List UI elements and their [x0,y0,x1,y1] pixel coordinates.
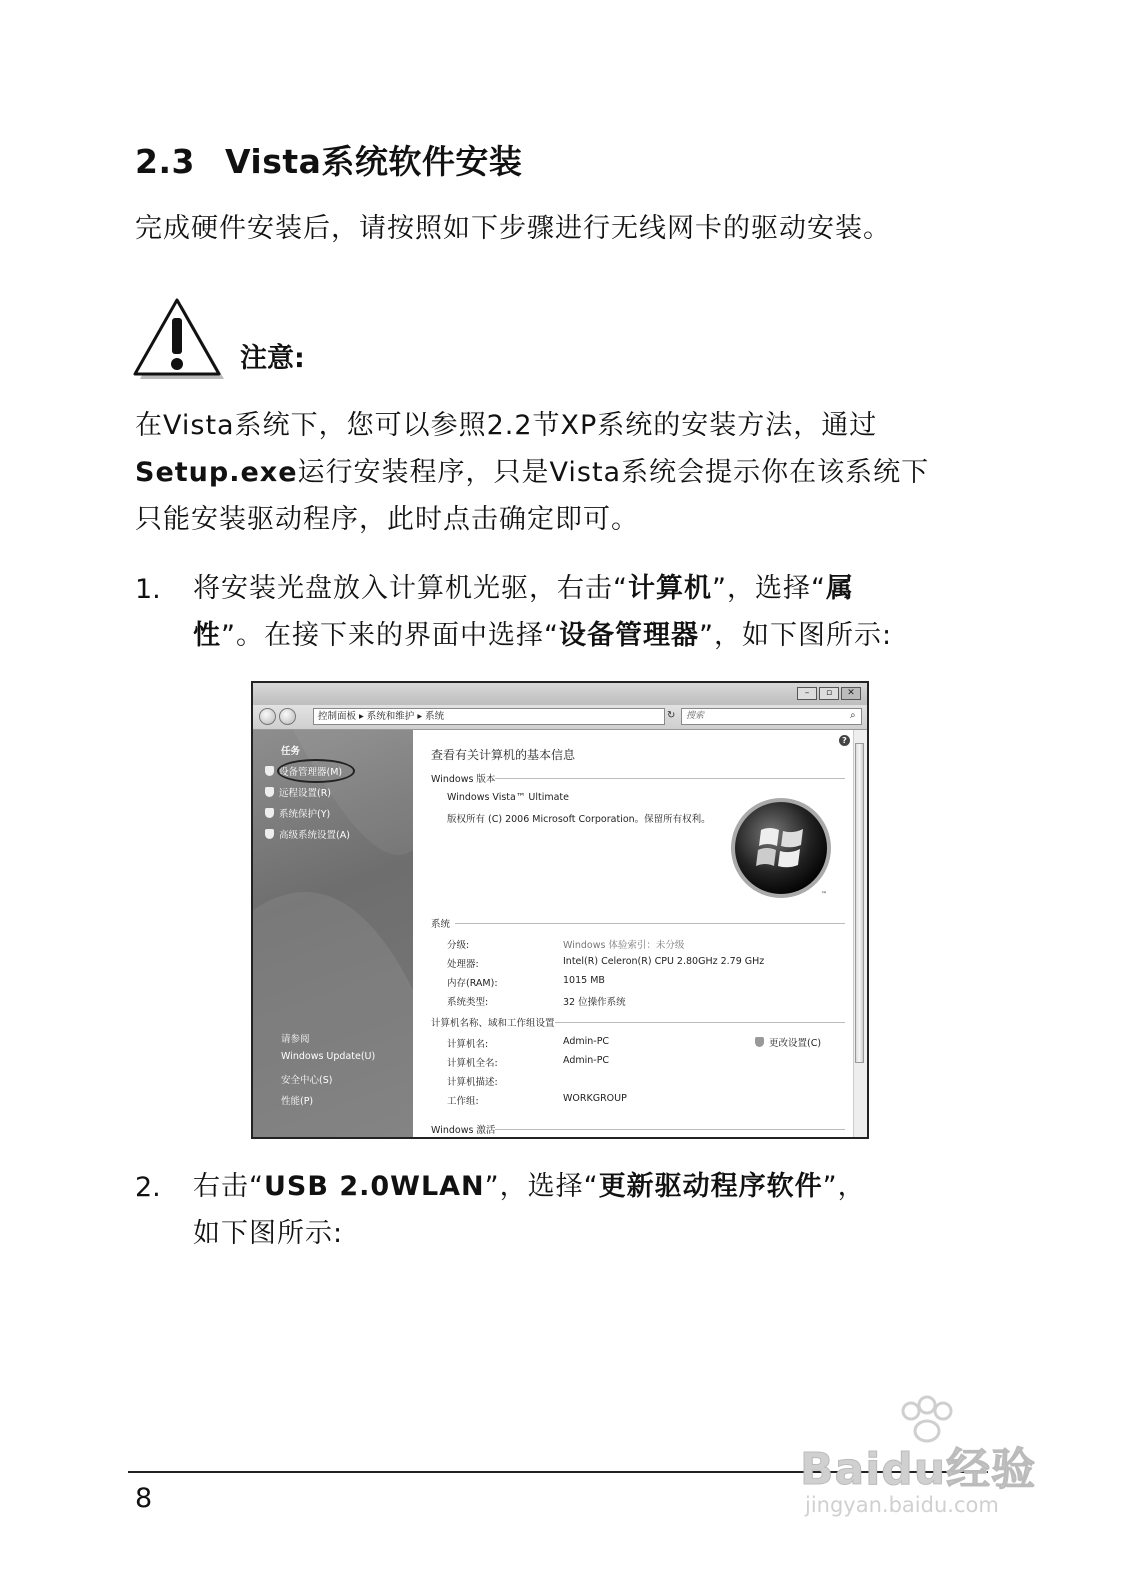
address-bar[interactable]: 控制面板 ▸ 系统和维护 ▸ 系统 [313,708,665,725]
setup-exe-text: Setup.exe [135,457,298,488]
close-button[interactable]: ✕ [841,687,861,700]
processor-value: Intel(R) Celeron(R) CPU 2.80GHz 2.79 GHz [563,956,765,967]
scrollbar-thumb[interactable] [855,743,864,1063]
sidebar-item-advanced[interactable]: 高级系统设置(A) [265,827,350,841]
note-label: 注意: [240,343,305,374]
step-2-number: 2. [135,1172,161,1203]
warning-icon [133,296,225,380]
section-title: Vista系统软件安装 [224,142,523,181]
see-also-header: 请参阅 [281,1034,310,1045]
shield-icon [265,766,274,776]
memory-label: 内存(RAM): [447,978,498,989]
edition-value: Windows Vista™ Ultimate [447,792,569,803]
tasks-header: 任务 [281,746,301,757]
system-type-label: 系统类型: [447,997,489,1008]
note-line-2: Setup.exe运行安装程序，只是Vista系统会提示你在该系统下 [135,457,930,488]
highlight-ellipse [277,759,355,783]
baidu-watermark [795,1395,1055,1530]
step-1-line-2: 性”。在接下来的界面中选择“设备管理器”，如下图所示: [193,620,893,651]
vista-system-window-screenshot [251,681,869,1139]
full-name-label: 计算机全名: [447,1058,498,1069]
shield-icon [265,808,274,818]
address-row [253,705,867,730]
full-name-value: Admin-PC [563,1055,610,1066]
computer-name-value: Admin-PC [563,1036,610,1047]
note-line-3: 只能安装驱动程序，此时点击确定即可。 [135,504,639,535]
copyright-text: 版权所有 (C) 2006 Microsoft Corporation。保留所有权利。 [447,814,711,825]
main-title: 查看有关计算机的基本信息 [431,748,576,762]
workgroup-label: 工作组: [447,1096,479,1107]
help-icon[interactable]: ? [839,735,850,746]
workgroup-value: WORKGROUP [563,1093,627,1104]
intro-paragraph: 完成硬件安装后，请按照如下步骤进行无线网卡的驱动安装。 [135,213,891,244]
search-icon[interactable]: ⌕ [850,710,856,721]
minimize-button[interactable]: – [797,687,817,700]
note-line-1: 在Vista系统下，您可以参照2.2节XP系统的安装方法，通过 [135,410,878,441]
task-sidebar [253,730,413,1139]
sidebar-item-remote[interactable]: 远程设置(R) [265,785,331,799]
memory-value: 1015 MB [563,975,605,986]
system-type-value: 32 位操作系统 [563,997,626,1008]
computer-name-header: 计算机名称、域和工作组设置 [431,1018,555,1029]
watermark-brand: Baidu经验 [800,1444,1037,1495]
sidebar-item-device-manager[interactable]: 设备管理器(M) [265,764,342,778]
rating-value[interactable]: Windows 体验索引：未分级 [563,940,685,951]
title-bar [253,683,867,705]
system-header: 系统 [431,919,451,930]
shield-icon [265,787,274,797]
computer-name-label: 计算机名: [447,1039,489,1050]
watermark-url: jingyan.baidu.com [805,1493,999,1517]
rating-label: 分级: [447,940,470,951]
sidebar-link-windows-update[interactable]: Windows Update(U) [281,1051,376,1062]
sidebar-link-performance[interactable]: 性能(P) [281,1096,314,1107]
change-settings-link[interactable]: 更改设置(C) [755,1035,821,1049]
processor-label: 处理器: [447,959,479,970]
windows-logo-icon [729,796,839,906]
shield-icon [265,829,274,839]
page-number: 8 [135,1483,153,1514]
sidebar-item-protection[interactable]: 系统保护(Y) [265,806,330,820]
forward-button[interactable] [279,708,296,725]
edition-header: Windows 版本 [431,774,496,785]
section-heading [135,136,522,183]
step-2-line-1: 右击“USB 2.0WLAN”，选择“更新驱动程序软件”， [193,1171,866,1202]
maximize-button[interactable]: ▫ [819,687,839,700]
section-number: 2.3 [135,142,195,181]
back-button[interactable] [259,708,276,725]
description-label: 计算机描述: [447,1077,498,1088]
refresh-icon[interactable]: ↻ [667,710,676,721]
step-1-number: 1. [135,574,161,605]
sidebar-link-security-center[interactable]: 安全中心(S) [281,1075,333,1086]
step-1-line-1: 将安装光盘放入计算机光驱，右击“计算机”，选择“属 [193,573,854,604]
shield-icon [755,1037,764,1047]
activation-header: Windows 激活 [431,1125,496,1136]
svg-text:™: ™ [821,891,827,898]
main-pane [413,730,853,1139]
step-2-line-2: 如下图所示: [193,1218,344,1249]
search-input[interactable]: 搜索 [681,708,862,725]
